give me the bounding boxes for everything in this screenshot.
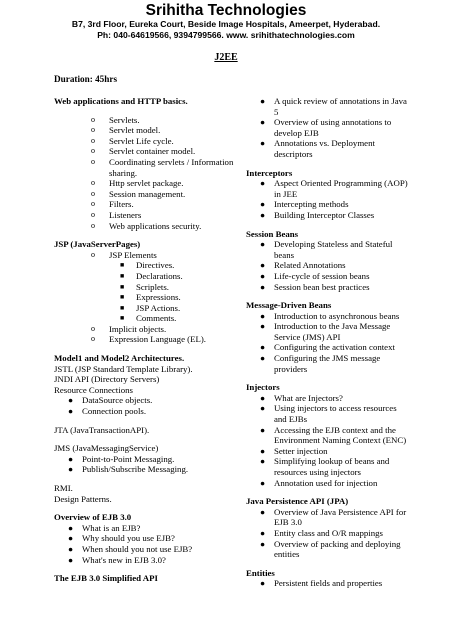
list-item: ● What's new in EJB 3.0? (68, 554, 166, 565)
list-item: ● Simplifying lookup of beans and resources using injectors (260, 456, 390, 477)
list-item: ● Persistent fields and properties (260, 578, 383, 589)
paragraph-line: JMS (JavaMessagingService) (54, 443, 159, 454)
paragraph-line: JNDI API (Directory Servers) (54, 374, 160, 385)
mdb-list (246, 311, 410, 375)
list-item: ● Introduction to asynchronous beans (260, 310, 400, 321)
list-item: o Coordinating servlets / Information sharing. (91, 156, 234, 178)
list-item: o Servlet container model. (91, 146, 196, 157)
list-item: ● Connection pools. (68, 406, 147, 417)
list-item: ● Configuring the activation context (260, 342, 395, 353)
list-item: ● What are Injectors? (260, 392, 343, 403)
list-item: ● Session bean best practices (260, 281, 370, 292)
course-duration: Duration: 45hrs (54, 74, 118, 84)
jpa-list (246, 507, 410, 560)
right-column (246, 96, 410, 589)
company-contact: Ph: 040-64619566, 9394799566. www. srihithatechnologies.com (97, 29, 355, 40)
jms-list (54, 454, 240, 475)
section-title-message-driven-beans: Message-Driven Beans (246, 300, 332, 311)
list-item: ■ Declarations. (120, 270, 183, 281)
list-item: ● Building Interceptor Classes (260, 209, 375, 220)
list-item: ● Overview of Java Persistence API for EJB 3.0 (260, 506, 407, 528)
jsp-element-list (54, 260, 240, 324)
web-topic-list (54, 115, 240, 232)
paragraph-line: JSTL (JSP Standard Template Library). (54, 363, 193, 374)
section-title-session-beans: Session Beans (246, 228, 299, 239)
section-title-jsp: JSP (JavaServerPages) (54, 239, 141, 250)
section-title-jpa: Java Persistence API (JPA) (246, 496, 349, 507)
company-address: B7, 3rd Floor, Eureka Court, Beside Image Hospitals, Ameerpet, Hyderabad. (71, 19, 381, 29)
ejb-overview-list (54, 523, 240, 565)
list-item: ● Configuring the JMS message providers (260, 353, 381, 374)
list-item: ● Setter injection (260, 445, 328, 456)
session-beans-list (246, 239, 410, 292)
list-item: ● Entity class and O/R mappings (260, 527, 383, 538)
list-item: ■ Expressions. (120, 292, 181, 303)
jsp-more-list (54, 324, 240, 345)
list-item: ● Related Annotations (260, 260, 346, 271)
paragraph-line: JTA (JavaTransactionAPI). (54, 424, 150, 435)
list-item: ● Annotation used for injection (260, 477, 378, 488)
list-item: o Listeners (91, 209, 142, 220)
resource-list (54, 395, 240, 416)
annotations-list (246, 96, 410, 160)
entities-list (246, 578, 410, 589)
list-item: ● Using injectors to access resources and EJBs (260, 403, 397, 425)
list-item: ● Aspect Oriented Programming (AOP) in JEE (260, 178, 408, 199)
list-item: ● DataSource objects. (68, 395, 153, 406)
list-item: o Session management. (91, 188, 186, 199)
document-title: J2EE (214, 52, 238, 63)
list-item: ■ Scriplets. (120, 281, 169, 292)
list-item: ● Publish/Subscribe Messaging. (68, 464, 189, 475)
list-item: ■ Comments. (120, 313, 177, 324)
list-item: o Servlets. (91, 114, 140, 125)
list-item: ■ Directives. (120, 260, 175, 271)
injectors-list (246, 393, 410, 488)
section-title-model: Model1 and Model2 Architectures. (54, 353, 185, 364)
left-column (54, 96, 240, 584)
list-item: ● Intercepting methods (260, 199, 349, 210)
list-item: o Servlet model. (91, 125, 161, 136)
list-item: o Implicit objects. (91, 323, 167, 334)
section-title-simplified-api: The EJB 3.0 Simplified API (54, 573, 158, 584)
list-item: ● Overview of packing and deploying entities (260, 538, 401, 560)
list-item: ● Life-cycle of session beans (260, 270, 370, 281)
paragraph-line: RMI. (54, 483, 73, 493)
interceptors-list (246, 178, 410, 220)
document-header (0, 2, 452, 40)
company-name: Srihitha Technologies (145, 2, 307, 19)
section-title-web: Web applications and HTTP basics. (54, 96, 188, 106)
list-item: ● Annotations vs. Deployment descriptors (260, 138, 375, 159)
list-item: ● When should you not use EJB? (68, 543, 193, 554)
list-item: o Web applications security. (91, 220, 202, 231)
list-item: ■ JSP Actions. (120, 302, 181, 313)
list-item: o Servlet Life cycle. (91, 135, 174, 146)
list-item: ● Overview of using annotations to develop EJB (260, 117, 392, 138)
list-item: ● Developing Stateless and Stateful beans (260, 239, 393, 260)
paragraph-line: Design Patterns. (54, 493, 112, 504)
jsp-elements-label: o JSP Elements (91, 249, 157, 260)
list-item: o Filters. (91, 199, 134, 210)
list-item: o Http servlet package. (91, 178, 184, 189)
section-title-entities: Entities (246, 567, 275, 578)
list-item: ● A quick review of annotations in Java 5 (260, 96, 407, 117)
list-item: o Expression Language (EL). (91, 334, 206, 345)
section-title-interceptors: Interceptors (246, 167, 293, 178)
list-item: ● What is an EJB? (68, 522, 141, 533)
list-item: ● Accessing the EJB context and the Environment Naming Context (ENC) (260, 424, 407, 446)
list-item: ● Introduction to the Java Message Service (JMS) API (260, 321, 391, 342)
paragraph-line: Resource Connections (54, 384, 133, 395)
list-item: ● Point-to-Point Messaging. (68, 453, 175, 464)
list-item: ● Why should you use EJB? (68, 533, 175, 544)
section-title-injectors: Injectors (246, 382, 280, 393)
section-title-ejb: Overview of EJB 3.0 (54, 512, 132, 523)
